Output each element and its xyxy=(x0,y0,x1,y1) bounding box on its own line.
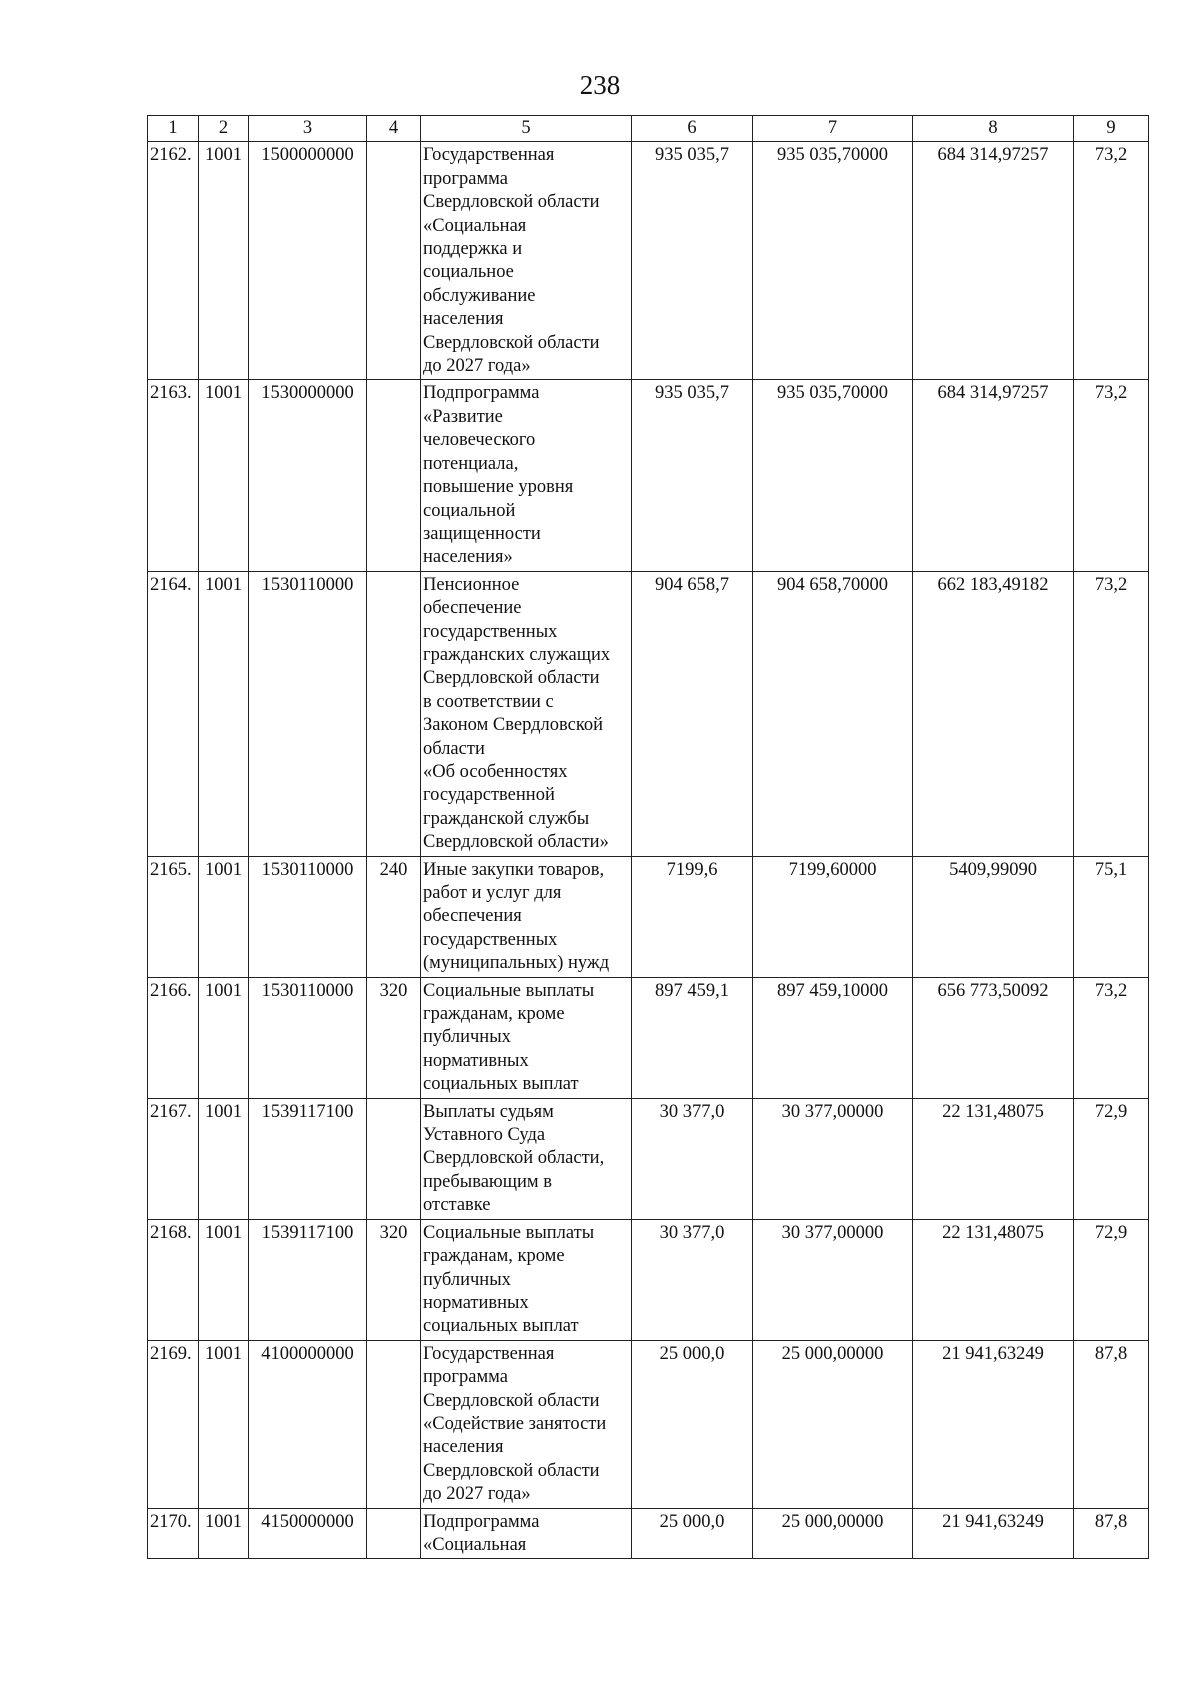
header-cell: 1 xyxy=(148,116,199,142)
row-number-cell: 2170. xyxy=(148,1508,199,1559)
page-number: 238 xyxy=(579,70,621,100)
header-cell: 9 xyxy=(1074,116,1149,142)
item-name-cell: Подпрограмма «Социальная xyxy=(421,1508,632,1559)
section-code-cell: 1001 xyxy=(199,571,249,856)
execution-percent-cell: 73,2 xyxy=(1074,380,1149,571)
item-name-cell: Социальные выплаты гражданам, кроме публичных нормативных социальных выплат xyxy=(421,1219,632,1340)
item-name-cell: Социальные выплаты гражданам, кроме публичных нормативных социальных выплат xyxy=(421,977,632,1098)
row-number-cell: 2167. xyxy=(148,1098,199,1219)
expense-type-cell xyxy=(367,571,421,856)
row-number-cell: 2166. xyxy=(148,977,199,1098)
refined-amount-cell: 904 658,70000 xyxy=(753,571,913,856)
item-name-cell: Государственная программа Свердловской области «Содействие занятости населения Свердловской области до 2027 года» xyxy=(421,1340,632,1508)
table-row xyxy=(148,1098,1149,1219)
section-code-cell: 1001 xyxy=(199,1219,249,1340)
row-number-cell: 2162. xyxy=(148,142,199,380)
executed-amount-cell: 22 131,48075 xyxy=(913,1098,1074,1219)
execution-percent-cell: 87,8 xyxy=(1074,1340,1149,1508)
budget-table xyxy=(147,115,1149,1559)
expense-type-cell: 320 xyxy=(367,977,421,1098)
refined-amount-cell: 30 377,00000 xyxy=(753,1098,913,1219)
table-row xyxy=(148,571,1149,856)
approved-amount-cell: 30 377,0 xyxy=(632,1098,753,1219)
target-article-cell: 1530110000 xyxy=(249,977,367,1098)
execution-percent-cell: 72,9 xyxy=(1074,1098,1149,1219)
target-article-cell: 1530110000 xyxy=(249,856,367,977)
executed-amount-cell: 684 314,97257 xyxy=(913,380,1074,571)
execution-percent-cell: 73,2 xyxy=(1074,571,1149,856)
section-code-cell: 1001 xyxy=(199,856,249,977)
refined-amount-cell: 7199,60000 xyxy=(753,856,913,977)
refined-amount-cell: 897 459,10000 xyxy=(753,977,913,1098)
table-row xyxy=(148,142,1149,380)
approved-amount-cell: 30 377,0 xyxy=(632,1219,753,1340)
refined-amount-cell: 25 000,00000 xyxy=(753,1508,913,1559)
row-number-cell: 2165. xyxy=(148,856,199,977)
refined-amount-cell: 935 035,70000 xyxy=(753,142,913,380)
approved-amount-cell: 904 658,7 xyxy=(632,571,753,856)
target-article-cell: 1530110000 xyxy=(249,571,367,856)
approved-amount-cell: 25 000,0 xyxy=(632,1508,753,1559)
section-code-cell: 1001 xyxy=(199,1098,249,1219)
item-name-cell: Подпрограмма «Развитие человеческого потенциала, повышение уровня социальной защищенности населения» xyxy=(421,380,632,571)
approved-amount-cell: 897 459,1 xyxy=(632,977,753,1098)
header-cell: 7 xyxy=(753,116,913,142)
header-cell: 3 xyxy=(249,116,367,142)
expense-type-cell xyxy=(367,142,421,380)
header-cell: 4 xyxy=(367,116,421,142)
target-article-cell: 1530000000 xyxy=(249,380,367,571)
header-cell: 2 xyxy=(199,116,249,142)
header-cell: 5 xyxy=(421,116,632,142)
target-article-cell: 1500000000 xyxy=(249,142,367,380)
execution-percent-cell: 73,2 xyxy=(1074,142,1149,380)
execution-percent-cell: 75,1 xyxy=(1074,856,1149,977)
header-cell: 8 xyxy=(913,116,1074,142)
table-row xyxy=(148,856,1149,977)
section-code-cell: 1001 xyxy=(199,1340,249,1508)
section-code-cell: 1001 xyxy=(199,977,249,1098)
executed-amount-cell: 684 314,97257 xyxy=(913,142,1074,380)
table-row xyxy=(148,1219,1149,1340)
executed-amount-cell: 21 941,63249 xyxy=(913,1340,1074,1508)
table-row xyxy=(148,977,1149,1098)
target-article-cell: 1539117100 xyxy=(249,1219,367,1340)
expense-type-cell xyxy=(367,1508,421,1559)
expense-type-cell xyxy=(367,380,421,571)
section-code-cell: 1001 xyxy=(199,1508,249,1559)
row-number-cell: 2169. xyxy=(148,1340,199,1508)
item-name-cell: Выплаты судьям Уставного Суда Свердловской области, пребывающим в отставке xyxy=(421,1098,632,1219)
approved-amount-cell: 935 035,7 xyxy=(632,380,753,571)
table-header-row xyxy=(148,116,1149,142)
execution-percent-cell: 87,8 xyxy=(1074,1508,1149,1559)
row-number-cell: 2163. xyxy=(148,380,199,571)
target-article-cell: 4100000000 xyxy=(249,1340,367,1508)
executed-amount-cell: 662 183,49182 xyxy=(913,571,1074,856)
executed-amount-cell: 22 131,48075 xyxy=(913,1219,1074,1340)
refined-amount-cell: 935 035,70000 xyxy=(753,380,913,571)
header-cell: 6 xyxy=(632,116,753,142)
target-article-cell: 1539117100 xyxy=(249,1098,367,1219)
execution-percent-cell: 72,9 xyxy=(1074,1219,1149,1340)
row-number-cell: 2168. xyxy=(148,1219,199,1340)
refined-amount-cell: 25 000,00000 xyxy=(753,1340,913,1508)
target-article-cell: 4150000000 xyxy=(249,1508,367,1559)
section-code-cell: 1001 xyxy=(199,380,249,571)
expense-type-cell xyxy=(367,1098,421,1219)
expense-type-cell: 240 xyxy=(367,856,421,977)
item-name-cell: Государственная программа Свердловской области «Социальная поддержка и социальное обслуживание населения Свердловской области до 2027 года» xyxy=(421,142,632,380)
executed-amount-cell: 656 773,50092 xyxy=(913,977,1074,1098)
row-number-cell: 2164. xyxy=(148,571,199,856)
execution-percent-cell: 73,2 xyxy=(1074,977,1149,1098)
expense-type-cell: 320 xyxy=(367,1219,421,1340)
approved-amount-cell: 935 035,7 xyxy=(632,142,753,380)
executed-amount-cell: 5409,99090 xyxy=(913,856,1074,977)
executed-amount-cell: 21 941,63249 xyxy=(913,1508,1074,1559)
item-name-cell: Иные закупки товаров, работ и услуг для обеспечения государственных (муниципальных) нужд xyxy=(421,856,632,977)
approved-amount-cell: 7199,6 xyxy=(632,856,753,977)
table-row xyxy=(148,1340,1149,1508)
table-row xyxy=(148,380,1149,571)
table-row xyxy=(148,1508,1149,1559)
section-code-cell: 1001 xyxy=(199,142,249,380)
expense-type-cell xyxy=(367,1340,421,1508)
item-name-cell: Пенсионное обеспечение государственных гражданских служащих Свердловской области в соответствии с Законом Свердловской области «Об особенностях государственной гражданской службы Свердловской области» xyxy=(421,571,632,856)
refined-amount-cell: 30 377,00000 xyxy=(753,1219,913,1340)
approved-amount-cell: 25 000,0 xyxy=(632,1340,753,1508)
